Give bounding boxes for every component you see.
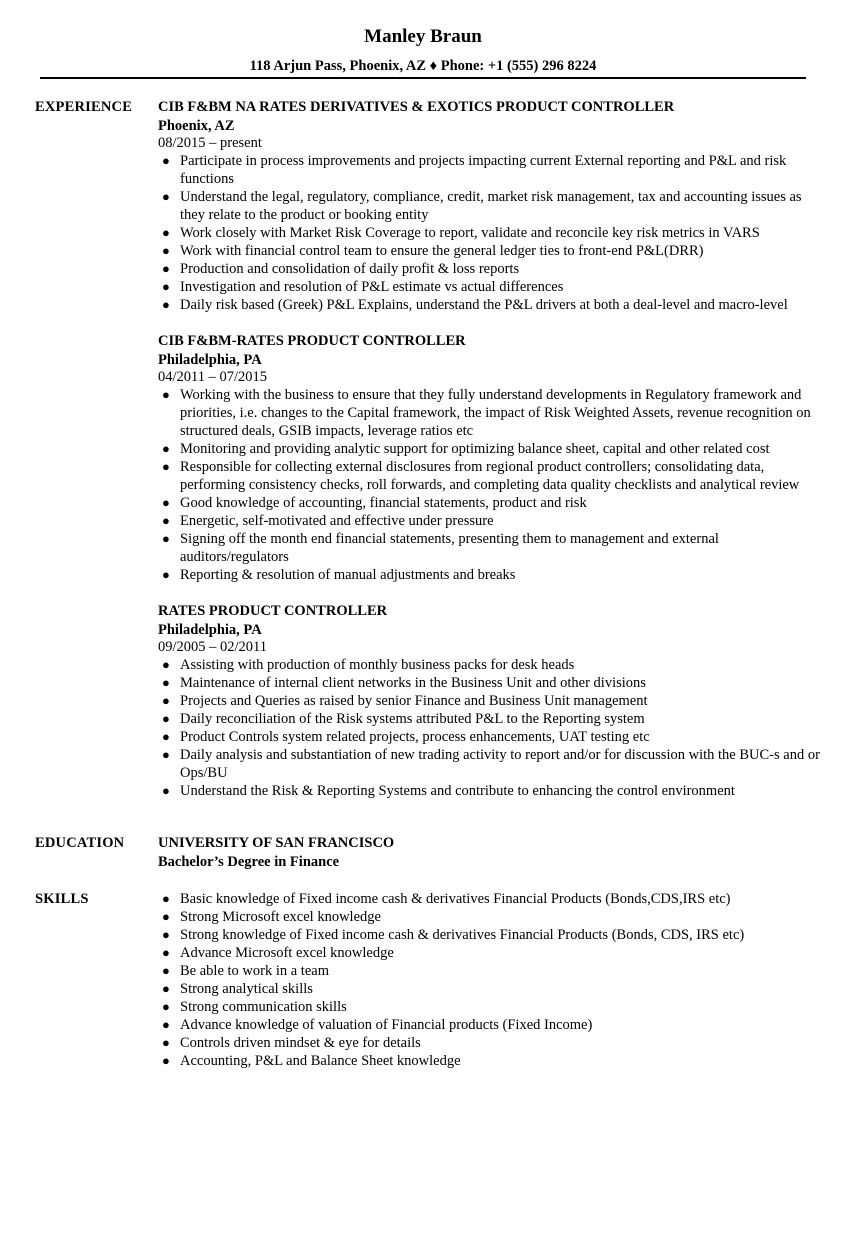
bullet-item	[158, 692, 823, 710]
bullet-item	[158, 728, 823, 746]
job-title: RATES PRODUCT CONTROLLER	[158, 603, 388, 619]
bullet-text: Projects and Queries as raised by senior Finance and Business Unit management	[180, 693, 648, 709]
job-location: Phoenix, AZ	[158, 118, 235, 134]
school-name: UNIVERSITY OF SAN FRANCISCO	[158, 835, 395, 851]
bullet-item	[158, 710, 823, 728]
section-label-experience: EXPERIENCE	[35, 99, 133, 115]
bullet-text: Daily risk based (Greek) P&L Explains, understand the P&L drivers at both a deal-level and macro-level	[180, 297, 788, 313]
bullet-text: Production and consolidation of daily profit & loss reports	[180, 261, 520, 277]
bullet-text: Product Controls system related projects, process enhancements, UAT testing etc	[180, 729, 650, 745]
bullet-icon: ●	[162, 657, 170, 672]
job-dates: 08/2015 – present	[158, 135, 262, 151]
bullet-icon: ●	[162, 441, 170, 456]
skill-item	[158, 980, 823, 998]
bullet-text: Maintenance of internal client networks in the Business Unit and other divisions	[180, 675, 646, 691]
bullet-text: Work with financial control team to ensure the general ledger ties to front-end P&L(DRR)	[180, 243, 704, 259]
job-bullets	[158, 656, 823, 800]
skill-item	[158, 1016, 823, 1034]
job-entry	[158, 332, 823, 584]
bullet-icon: ●	[162, 279, 170, 294]
bullet-text: Monitoring and providing analytic support for optimizing balance sheet, capital and other related cost	[180, 441, 770, 457]
skill-item	[158, 998, 823, 1016]
job-title: CIB F&BM-RATES PRODUCT CONTROLLER	[158, 333, 466, 349]
job-entry	[158, 602, 823, 800]
skill-text: Basic knowledge of Fixed income cash & derivatives Financial Products (Bonds,CDS,IRS etc)	[180, 891, 731, 907]
bullet-icon: ●	[162, 459, 170, 474]
bullet-text: Energetic, self-motivated and effective under pressure	[180, 513, 494, 529]
job-dates: 04/2011 – 07/2015	[158, 369, 268, 385]
skills-list	[158, 890, 823, 1070]
skill-text: Strong communication skills	[180, 999, 347, 1015]
bullet-icon: ●	[162, 711, 170, 726]
bullet-icon: ●	[162, 729, 170, 744]
education-entry	[158, 835, 823, 871]
job-title: CIB F&BM NA RATES DERIVATIVES & EXOTICS PRODUCT CONTROLLER	[158, 99, 675, 115]
bullet-item	[158, 656, 823, 674]
job-location: Philadelphia, PA	[158, 352, 262, 368]
bullet-text: Reporting & resolution of manual adjustments and breaks	[180, 567, 516, 583]
section-label-education: EDUCATION	[35, 835, 125, 851]
skill-text: Accounting, P&L and Balance Sheet knowledge	[180, 1053, 461, 1069]
bullet-item	[158, 782, 823, 800]
bullet-item	[158, 152, 823, 188]
bullet-icon: ●	[162, 963, 170, 978]
skill-item	[158, 926, 823, 944]
skill-text: Controls driven mindset & eye for details	[180, 1035, 421, 1051]
bullet-icon: ●	[162, 927, 170, 942]
experience-list	[158, 99, 823, 819]
bullet-icon: ●	[162, 153, 170, 168]
candidate-name: Manley Braun	[364, 26, 482, 47]
skill-item	[158, 1052, 823, 1070]
bullet-item	[158, 458, 823, 494]
bullet-icon: ●	[162, 1053, 170, 1068]
bullet-text: Working with the business to ensure that they fully understand developments in Regulatory framework and priorities, i.e. changes to the Capital framework, the impact of Risk Weighted Assets, revenue recognition on structured deals, GSIB impacts, leverage ratios etc	[180, 387, 811, 439]
degree: Bachelor’s Degree in Finance	[158, 854, 340, 870]
bullet-item	[158, 260, 823, 278]
skill-text: Strong analytical skills	[180, 981, 313, 997]
bullet-item	[158, 386, 823, 440]
bullet-text: Daily reconciliation of the Risk systems attributed P&L to the Reporting system	[180, 711, 645, 727]
skill-text: Strong Microsoft excel knowledge	[180, 909, 381, 925]
bullet-text: Work closely with Market Risk Coverage to report, validate and reconcile key risk metrics in VARS	[180, 225, 760, 241]
bullet-icon: ●	[162, 1035, 170, 1050]
bullet-icon: ●	[162, 513, 170, 528]
bullet-text: Understand the Risk & Reporting Systems and contribute to enhancing the control environment	[180, 783, 735, 799]
bullet-text: Participate in process improvements and projects impacting current External reporting and P&L and risk functions	[180, 153, 787, 187]
bullet-item	[158, 278, 823, 296]
bullet-text: Investigation and resolution of P&L estimate vs actual differences	[180, 279, 564, 295]
bullet-item	[158, 746, 823, 782]
bullet-icon: ●	[162, 387, 170, 402]
bullet-item	[158, 296, 823, 314]
bullet-icon: ●	[162, 189, 170, 204]
skill-text: Advance knowledge of valuation of Financial products (Fixed Income)	[180, 1017, 593, 1033]
bullet-icon: ●	[162, 909, 170, 924]
bullet-text: Daily analysis and substantiation of new trading activity to report and/or for discussion with the BUC-s and or Ops/BU	[180, 747, 820, 781]
job-location: Philadelphia, PA	[158, 622, 262, 638]
bullet-icon: ●	[162, 1017, 170, 1032]
bullet-text: Good knowledge of accounting, financial statements, product and risk	[180, 495, 587, 511]
bullet-icon: ●	[162, 981, 170, 996]
job-entry	[158, 98, 823, 314]
bullet-item	[158, 512, 823, 530]
job-dates: 09/2005 – 02/2011	[158, 639, 268, 655]
bullet-item	[158, 566, 823, 584]
skill-item	[158, 890, 823, 908]
bullet-icon: ●	[162, 945, 170, 960]
bullet-icon: ●	[162, 225, 170, 240]
skill-text: Be able to work in a team	[180, 963, 329, 979]
job-bullets	[158, 386, 823, 584]
bullet-icon: ●	[162, 531, 170, 546]
bullet-icon: ●	[162, 675, 170, 690]
bullet-icon: ●	[162, 783, 170, 798]
bullet-icon: ●	[162, 693, 170, 708]
bullet-icon: ●	[162, 243, 170, 258]
bullet-icon: ●	[162, 297, 170, 312]
bullet-icon: ●	[162, 567, 170, 582]
bullet-icon: ●	[162, 891, 170, 906]
bullet-item	[158, 674, 823, 692]
bullet-text: Understand the legal, regulatory, compliance, credit, market risk management, tax and accounting issues as they relate to the product or booking entity	[180, 189, 802, 223]
bullet-text: Assisting with production of monthly business packs for desk heads	[180, 657, 575, 673]
bullet-icon: ●	[162, 495, 170, 510]
skill-text: Strong knowledge of Fixed income cash & derivatives Financial Products (Bonds, CDS, IRS etc)	[180, 927, 745, 943]
bullet-item	[158, 440, 823, 458]
skill-item	[158, 962, 823, 980]
job-bullets	[158, 152, 823, 314]
bullet-icon: ●	[162, 999, 170, 1014]
bullet-item	[158, 530, 823, 566]
bullet-item	[158, 494, 823, 512]
bullet-item	[158, 188, 823, 224]
bullet-text: Signing off the month end financial statements, presenting them to management and external auditors/regulators	[180, 531, 719, 565]
bullet-item	[158, 224, 823, 242]
header-divider	[40, 77, 806, 79]
skill-item	[158, 1034, 823, 1052]
skill-text: Advance Microsoft excel knowledge	[180, 945, 394, 961]
bullet-item	[158, 242, 823, 260]
skills-list-wrapper	[158, 891, 823, 1070]
bullet-icon: ●	[162, 747, 170, 762]
bullet-icon: ●	[162, 261, 170, 276]
section-label-skills: SKILLS	[35, 891, 89, 907]
contact-line: 118 Arjun Pass, Phoenix, AZ ♦ Phone: +1 (555) 296 8224	[249, 58, 597, 74]
skill-item	[158, 944, 823, 962]
skill-item	[158, 908, 823, 926]
bullet-text: Responsible for collecting external disclosures from regional product controllers; consolidating data, performing consistency checks, roll forwards, and completing data quality checklists and analytical review	[180, 459, 800, 493]
